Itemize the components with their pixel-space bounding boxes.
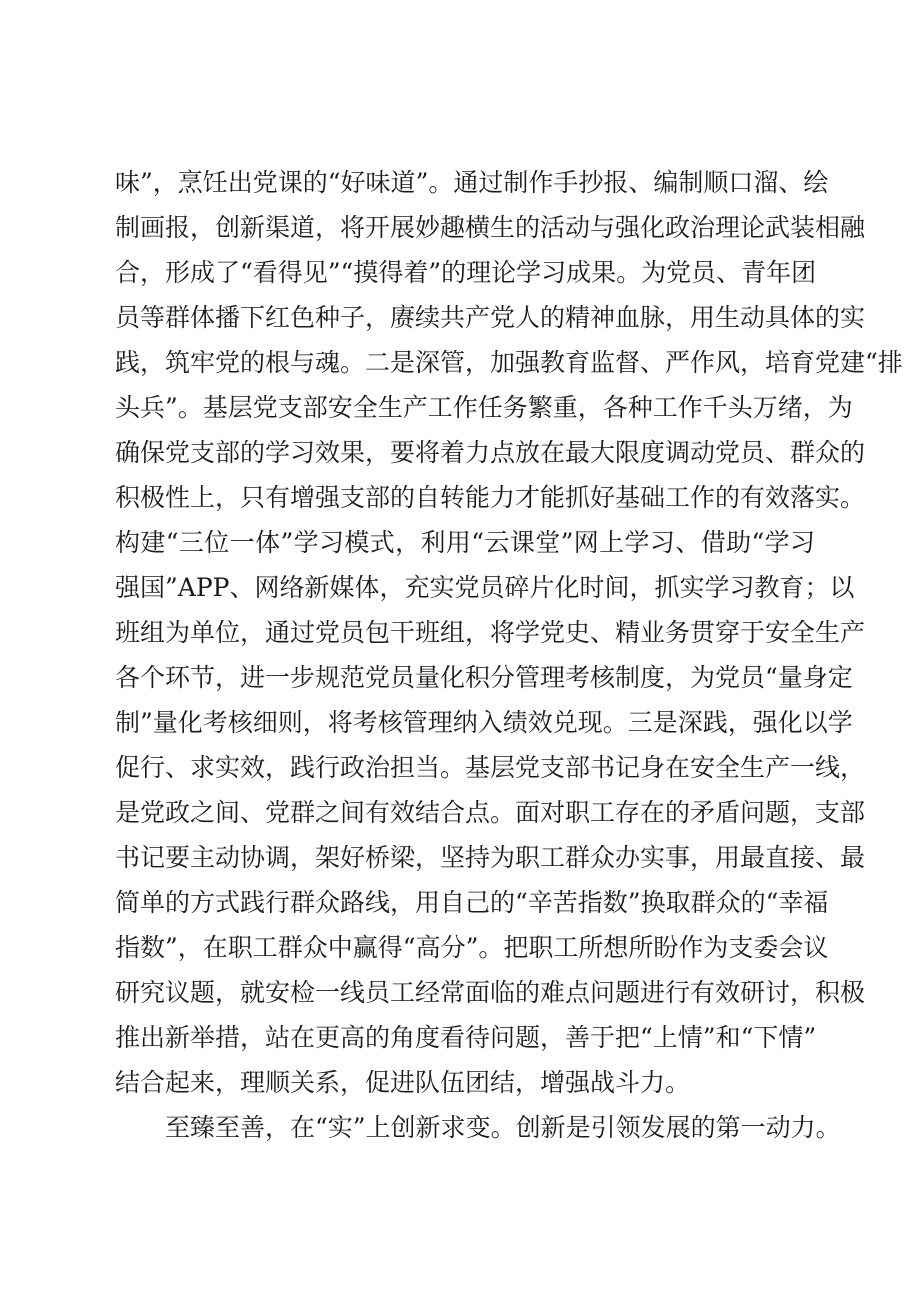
text-line: 书记要主动协调，架好桥梁，坚持为职工群众办实事，用最直接、最	[115, 843, 866, 872]
text-line: 积极性上，只有增强支部的自转能力才能抓好基础工作的有效落实。	[115, 483, 866, 512]
text-line: 指数”，在职工群众中赢得“高分”。把职工所想所盼作为支委会议	[115, 933, 829, 962]
text-line: 简单的方式践行群众路线，用自己的“辛苦指数”换取群众的“幸福	[115, 888, 829, 917]
text-line: 合，形成了“看得见”“摸得着”的理论学习成果。为党员、青年团	[115, 258, 817, 287]
text-line: 研究议题，就安检一线员工经常面临的难点问题进行有效研讨，积极	[115, 978, 866, 1007]
text-line: 至臻至善，在“实”上创新求变。创新是引领发展的第一动力。	[165, 1113, 841, 1142]
text-line: 促行、求实效，践行政治担当。基层党支部书记身在安全生产一线，	[115, 753, 866, 782]
text-line: 制”量化考核细则，将考核管理纳入绩效兑现。三是深践，强化以学	[115, 708, 853, 737]
text-line: 结合起来，理顺关系，促进队伍团结，增强战斗力。	[115, 1068, 691, 1097]
text-line: 头兵”。基层党支部安全生产工作任务繁重，各种工作千头万绪，为	[115, 393, 853, 422]
paragraph-1	[115, 160, 903, 1105]
text-line: 各个环节，进一步规范党员量化积分管理考核制度，为党员“量身定	[115, 663, 853, 692]
text-line: 是党政之间、党群之间有效结合点。面对职工存在的矛盾问题，支部	[115, 798, 866, 827]
text-line: 味”，烹饪出党课的“好味道”。通过制作手抄报、编制顺口溜、绘	[115, 168, 829, 197]
text-line: 员等群体播下红色种子，赓续共产党人的精神血脉，用生动具体的实	[115, 303, 866, 332]
text-line: 强国”APP、网络新媒体，充实党员碎片化时间，抓实学习教育；以	[115, 573, 855, 602]
text-line: 班组为单位，通过党员包干班组，将学党史、精业务贯穿于安全生产	[115, 618, 866, 647]
text-line: 推出新举措，站在更高的角度看待问题，善于把“上情”和“下情”	[115, 1023, 817, 1052]
body-text	[115, 160, 903, 1150]
text-line: 确保党支部的学习效果，要将着力点放在最大限度调动党员、群众的	[115, 438, 866, 467]
text-line: 构建“三位一体”学习模式，利用“云课堂”网上学习、借助“学习	[115, 528, 815, 557]
paragraph-2	[115, 1105, 841, 1150]
text-line: 践，筑牢党的根与魂。二是深管，加强教育监督、严作风，培育党建“排	[115, 348, 903, 377]
text-line: 制画报，创新渠道，将开展妙趣横生的活动与强化政治理论武装相融	[115, 213, 866, 242]
